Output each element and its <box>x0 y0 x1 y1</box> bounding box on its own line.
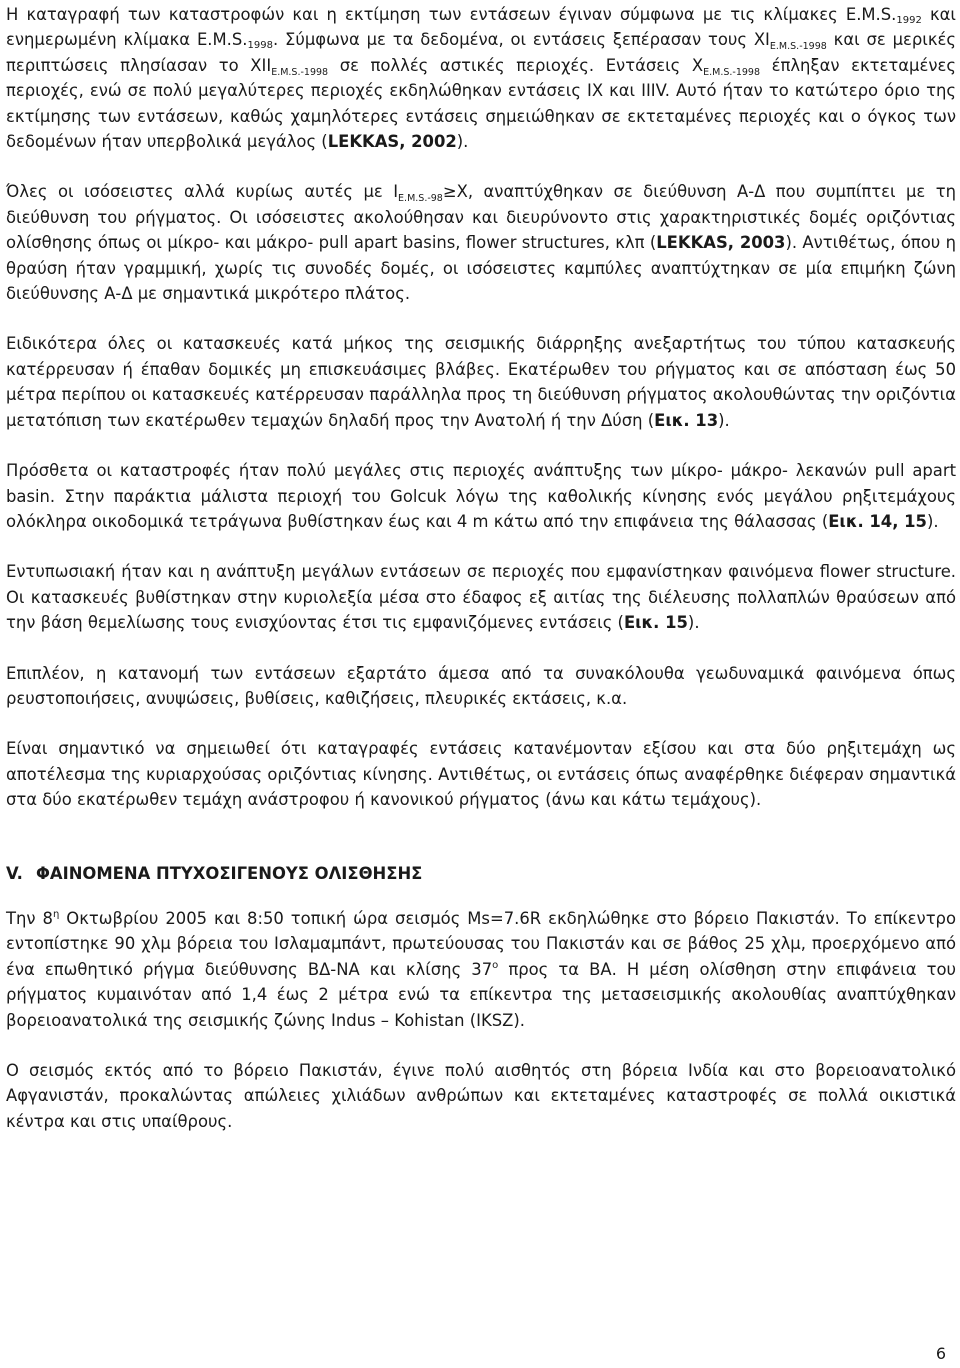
text: Όλες οι ισόσειστες αλλά κυρίως αυτές με I <box>6 182 399 202</box>
paragraph-constructions <box>6 331 956 433</box>
paragraph-isoseismals <box>6 179 956 306</box>
figure-reference: Εικ. 14, 15 <box>828 511 927 531</box>
degree-superscript: ο <box>492 959 499 971</box>
paragraph-pull-apart <box>6 458 956 534</box>
text: και σε μερικές περιπτώσεις πλησίασαν το XII <box>6 30 956 75</box>
subscript: E.M.S.-1998 <box>271 66 329 78</box>
subscript: E.M.S.-98 <box>398 193 443 205</box>
text: Επιπλέον, η κατανομή των εντάσεων εξαρτάτο άμεσα από τα συνακόλουθα γεωδυναμικά φαινόμενα όπως ρευστοποιήσεις, ανυψώσεις, βυθίσεις, καθιζήσεις, πλευρικές εκτάσεις, κ.α. <box>6 663 956 708</box>
greater-equal-symbol: ≥ <box>442 182 457 202</box>
paragraph-fault-blocks <box>6 736 956 812</box>
subscript: E.M.S.-1998 <box>769 41 827 53</box>
text: Είναι σημαντικό να σημειωθεί ότι καταγραφές εντάσεις κατανέμονταν εξίσου και στα δύο ρηξιτεμάχη ως αποτέλεσμα της κυριαρχούσας οριζόντιας κίνησης. Αντιθέτως, οι εντάσεις όπως αναφέρθηκε διέφεραν σημαντικά στα δύο εκατέρωθεν τεμάχη ανάστροφου ή κανονικού ρήγματος (άνω και κάτω τεμάχους). <box>6 739 956 810</box>
section-heading <box>6 861 956 886</box>
document-page <box>6 2 956 1134</box>
page-number: 6 <box>935 1344 946 1363</box>
text: Η καταγραφή των καταστροφών και η εκτίμηση των εντάσεων έγιναν σύμφωνα με τις κλίμακες E.M.S. <box>6 5 897 24</box>
paragraph-pakistan-effects <box>6 1058 956 1134</box>
text: προς τα ΒΑ. Η μέση ολίσθηση στην επιφάνεια του ρήγματος κυμαινόταν από 1,4 έως 2 μέτρα ενώ τα επίκεντρα της μετασεισμικής ακολουθίας αναπτύχθηκαν βορειοανατολικά της σεισμικής ζώνης Indus – Kohistan (IKSZ). <box>6 959 956 1030</box>
text: σε πολλές αστικές περιοχές. Εντάσεις X <box>328 55 704 75</box>
text: ). Αντιθέτως, όπου η θραύση ήταν γραμμική, χωρίς τις συνοδές δομές, οι ισόσειστες καμπύλες αναπτύχτηκαν σε μία επιμήκη ζώνη διεύθυνσης Α-Δ με σημαντικά μικρότερο πλάτος. <box>6 233 956 304</box>
paragraph-flower-structure <box>6 559 956 635</box>
subscript: 1998 <box>247 40 273 52</box>
subscript: E.M.S.-1998 <box>703 66 761 78</box>
text: Οκτωβρίου 2005 και 8:50 τοπική ώρα σεισμός Ms=7.6R εκδηλώθηκε στο βόρειο Πακιστάν. Το επίκεντρο εντοπίστηκε 90 χλμ βόρεια του Ισλαμαμπάντ, πρωτεύουσας του Πακιστάν και σε βάθος 25 χλμ, προερχόμενο από ένα επωθητικό ρήγμα διεύθυνσης ΒΔ-ΝΑ και κλίσης 37 <box>6 908 956 979</box>
subscript: 1992 <box>896 15 922 26</box>
section-title: ΦΑΙΝΟΜΕΝΑ ΠΤΥΧΟΣΙΓΕΝΟΥΣ ΟΛΙΣΘΗΣΗΣ <box>36 863 423 883</box>
text: ). <box>718 410 730 430</box>
paragraph-pakistan-earthquake <box>6 906 956 1033</box>
text: ). <box>687 613 700 633</box>
text: Πρόσθετα οι καταστροφές ήταν πολύ μεγάλες στις περιοχές ανάπτυξης των μίκρο- μάκρο- λεκανών pull apart basin. Στην παράκτια μάλιστα περιοχή του Golcuk λόγω της καθολικής κίνησης ενός μεγάλου ρηξιτεμάχους ολόκληρα οικοδομικά τετράγωνα βυθίστηκαν έως και 4 m κάτω από την επιφάνεια της θάλασσας ( <box>6 461 956 531</box>
text: έπληξαν εκτεταμένες περιοχές, ενώ σε πολύ μεγαλύτερες περιοχές εκδηλώθηκαν εντάσεις IX και IIIV. Αυτό ήταν το κατώτερο όριο της εκτίμησης των εντάσεων, καθώς χαμηλότερες εντάσεις σημειώθηκαν σε εκτεταμένες περιοχές και ο όγκος των δεδομένων ήταν υπερβολικά μεγάλος ( <box>6 55 956 152</box>
paragraph-geodynamic <box>6 661 956 712</box>
text: Εντυπωσιακή ήταν και η ανάπτυξη μεγάλων εντάσεων σε περιοχές που εμφανίστηκαν φαινόμενα flower structure. Οι κατασκευές βυθίστηκαν στην κυριολεξία μέσα στο έδαφος εξ αιτίας της διέλευσης πολλαπλών θραύσεων από την βάση θεμελίωσης τους ενισχύοντας έτσι τις εμφανιζόμενες εντάσεις ( <box>6 562 956 633</box>
text: ). <box>456 132 469 152</box>
section-number: V. <box>6 863 23 883</box>
figure-reference: Εικ. 15 <box>623 613 688 633</box>
text: Την 8 <box>6 908 53 928</box>
citation: LEKKAS, 2002 <box>327 132 457 152</box>
figure-reference: Εικ. 13 <box>654 410 719 430</box>
text: και ενημερωμένη κλίμακα E.M.S. <box>6 5 956 50</box>
citation: LEKKAS, 2003 <box>656 233 786 253</box>
text: Ο σεισμός εκτός από το βόρειο Πακιστάν, έγινε πολύ αισθητός στη βόρεια Ινδία και στο βορειοανατολικό Αφγανιστάν, προκαλώντας απώλειες χιλιάδων ανθρώπων και εκτεταμένες καταστροφές σε πολλά οικιστικά κέντρα και στις υπαίθρους. <box>6 1061 956 1131</box>
superscript: η <box>52 908 60 920</box>
text: Ειδικότερα όλες οι κατασκευές κατά μήκος της σεισμικής διάρρηξης ανεξαρτήτως του τύπου κατασκευής κατέρρευσαν ή έπαθαν δομικές μη επισκευάσιμες βλάβες. Εκατέρωθεν του ρήγματος και σε απόσταση έως 50 μέτρα περίπου οι κατασκευές κατέρρευσαν παράλληλα προς τη διεύθυνση ρήγματος ακολουθώντας την οριζόντια μετατόπιση των εκατέρωθεν τεμαχών δηλαδή προς την Ανατολή ή την Δύση ( <box>6 334 956 430</box>
paragraph-intensity-scales <box>6 2 956 154</box>
text: X, αναπτύχθηκαν σε διεύθυνση Α-Δ που συμπίπτει με τη διεύθυνση του ρήγματος. Οι ισόσειστες ακολούθησαν και διευρύνοντο στις χαρακτηριστικές δομές οριζόντιας ολίσθησης όπως οι μίκρο- και μάκρο- pull apart basins, flower structures, κλπ ( <box>6 182 956 253</box>
text: ). <box>926 511 939 531</box>
text: . Σύμφωνα με τα δεδομένα, οι εντάσεις ξεπέρασαν τους XI <box>272 30 770 50</box>
